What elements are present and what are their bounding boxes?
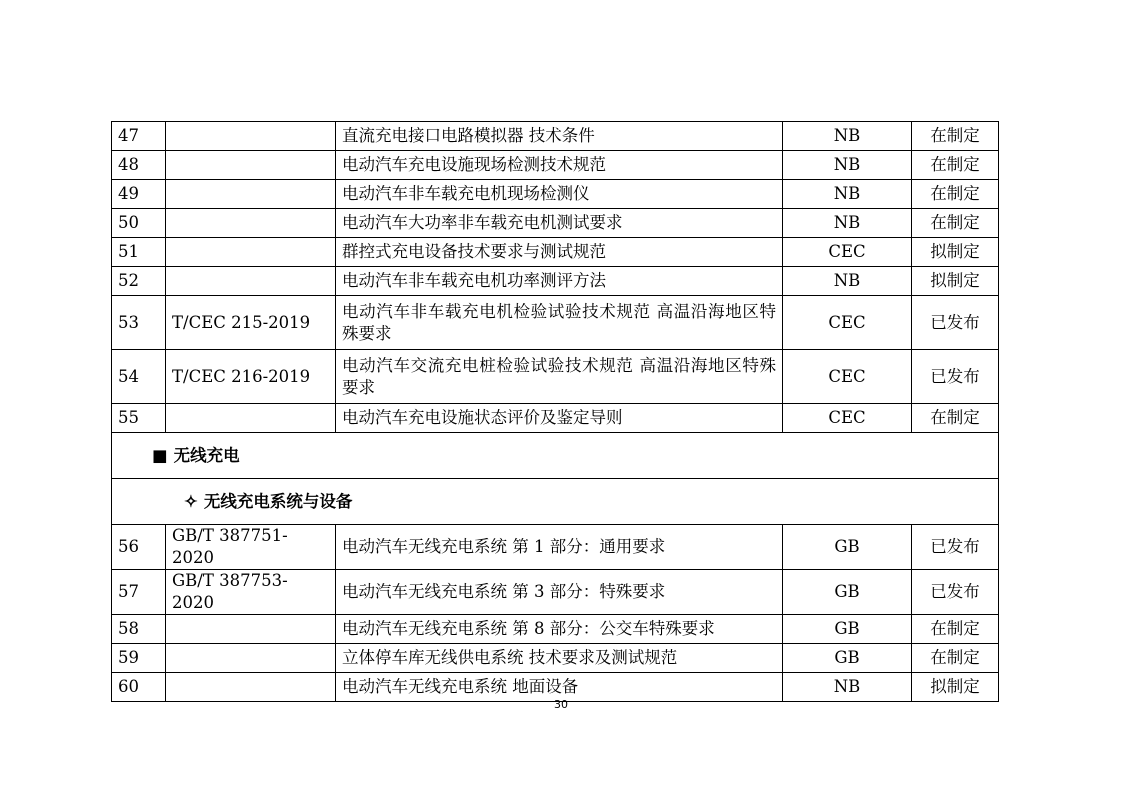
standard-code bbox=[166, 404, 336, 433]
standard-level: NB bbox=[783, 673, 912, 702]
page-number: 30 bbox=[554, 698, 568, 711]
standard-name: 电动汽车无线充电系统 第 1 部分：通用要求 bbox=[336, 525, 783, 570]
standard-level: CEC bbox=[783, 404, 912, 433]
standard-code bbox=[166, 209, 336, 238]
row-number: 52 bbox=[112, 267, 166, 296]
standard-code bbox=[166, 238, 336, 267]
row-number: 59 bbox=[112, 644, 166, 673]
standard-status: 拟制定 bbox=[912, 267, 999, 296]
row-number: 49 bbox=[112, 180, 166, 209]
standard-level: GB bbox=[783, 615, 912, 644]
subsection-heading-cell bbox=[112, 479, 999, 525]
row-number: 50 bbox=[112, 209, 166, 238]
standard-code: T/CEC 216-2019 bbox=[166, 350, 336, 404]
standard-status: 拟制定 bbox=[912, 238, 999, 267]
row-number: 51 bbox=[112, 238, 166, 267]
standard-name: 电动汽车充电设施状态评价及鉴定导则 bbox=[336, 404, 783, 433]
standard-code: GB/T 387753-2020 bbox=[166, 570, 336, 615]
standard-name: 电动汽车非车载充电机功率测评方法 bbox=[336, 267, 783, 296]
standard-name: 群控式充电设备技术要求与测试规范 bbox=[336, 238, 783, 267]
standard-status: 已发布 bbox=[912, 296, 999, 350]
standard-name: 电动汽车充电设施现场检测技术规范 bbox=[336, 151, 783, 180]
section-heading-cell bbox=[112, 433, 999, 479]
table-row bbox=[112, 267, 999, 296]
row-number: 60 bbox=[112, 673, 166, 702]
standard-status: 拟制定 bbox=[912, 673, 999, 702]
standard-level: GB bbox=[783, 644, 912, 673]
row-number: 53 bbox=[112, 296, 166, 350]
table-row bbox=[112, 615, 999, 644]
standard-status: 在制定 bbox=[912, 122, 999, 151]
standard-status: 在制定 bbox=[912, 644, 999, 673]
standard-code bbox=[166, 122, 336, 151]
section-heading-row bbox=[112, 433, 999, 479]
standard-code: T/CEC 215-2019 bbox=[166, 296, 336, 350]
subsection-heading-row bbox=[112, 479, 999, 525]
standard-status: 在制定 bbox=[912, 151, 999, 180]
table-row bbox=[112, 180, 999, 209]
standard-level: NB bbox=[783, 209, 912, 238]
square-bullet-icon: ■ bbox=[152, 445, 168, 465]
standards-table bbox=[111, 121, 999, 702]
row-number: 47 bbox=[112, 122, 166, 151]
standard-name: 电动汽车无线充电系统 第 8 部分：公交车特殊要求 bbox=[336, 615, 783, 644]
standard-name: 立体停车库无线供电系统 技术要求及测试规范 bbox=[336, 644, 783, 673]
standard-status: 在制定 bbox=[912, 615, 999, 644]
row-number: 48 bbox=[112, 151, 166, 180]
standard-level: CEC bbox=[783, 350, 912, 404]
standard-status: 在制定 bbox=[912, 404, 999, 433]
table-row bbox=[112, 644, 999, 673]
table-row bbox=[112, 122, 999, 151]
table-row bbox=[112, 209, 999, 238]
standard-status: 在制定 bbox=[912, 180, 999, 209]
standard-name: 电动汽车无线充电系统 地面设备 bbox=[336, 673, 783, 702]
table-row bbox=[112, 404, 999, 433]
table-row bbox=[112, 151, 999, 180]
standard-code bbox=[166, 267, 336, 296]
standard-status: 在制定 bbox=[912, 209, 999, 238]
standard-code bbox=[166, 615, 336, 644]
row-number: 54 bbox=[112, 350, 166, 404]
row-number: 58 bbox=[112, 615, 166, 644]
standard-level: CEC bbox=[783, 296, 912, 350]
standard-status: 已发布 bbox=[912, 570, 999, 615]
standard-level: CEC bbox=[783, 238, 912, 267]
table-row bbox=[112, 238, 999, 267]
standard-code bbox=[166, 644, 336, 673]
standard-level: NB bbox=[783, 151, 912, 180]
standard-status: 已发布 bbox=[912, 525, 999, 570]
subsection-title: 无线充电系统与设备 bbox=[203, 491, 353, 511]
standard-code bbox=[166, 180, 336, 209]
standard-name: 直流充电接口电路模拟器 技术条件 bbox=[336, 122, 783, 151]
row-number: 57 bbox=[112, 570, 166, 615]
row-number: 55 bbox=[112, 404, 166, 433]
standard-name: 电动汽车交流充电桩检验试验技术规范 高温沿海地区特殊要求 bbox=[336, 350, 783, 404]
section-title: 无线充电 bbox=[173, 445, 240, 465]
standard-name: 电动汽车大功率非车载充电机测试要求 bbox=[336, 209, 783, 238]
standard-status: 已发布 bbox=[912, 350, 999, 404]
standard-name: 电动汽车非车载充电机现场检测仪 bbox=[336, 180, 783, 209]
standard-level: NB bbox=[783, 267, 912, 296]
standard-level: GB bbox=[783, 570, 912, 615]
standard-name: 电动汽车非车载充电机检验试验技术规范 高温沿海地区特殊要求 bbox=[336, 296, 783, 350]
table-row bbox=[112, 350, 999, 404]
table-row bbox=[112, 525, 999, 570]
standard-level: NB bbox=[783, 122, 912, 151]
standard-code bbox=[166, 151, 336, 180]
section-heading bbox=[112, 444, 998, 468]
standard-name: 电动汽车无线充电系统 第 3 部分：特殊要求 bbox=[336, 570, 783, 615]
standard-code: GB/T 387751-2020 bbox=[166, 525, 336, 570]
subsection-heading bbox=[112, 490, 998, 514]
diamond-bullet-icon: ✧ bbox=[184, 491, 198, 511]
standard-level: GB bbox=[783, 525, 912, 570]
row-number: 56 bbox=[112, 525, 166, 570]
table-row bbox=[112, 570, 999, 615]
standard-level: NB bbox=[783, 180, 912, 209]
table-row bbox=[112, 296, 999, 350]
